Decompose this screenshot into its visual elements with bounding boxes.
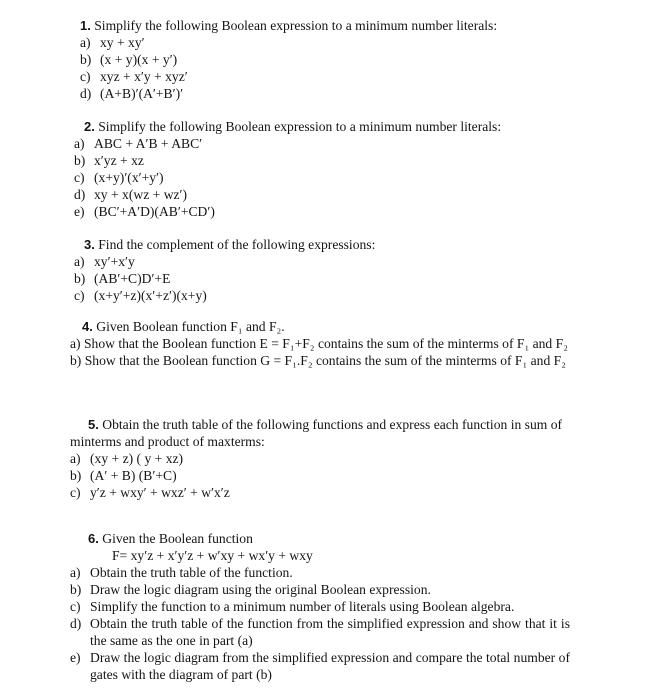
question-1-header bbox=[80, 17, 497, 34]
list-item: b) (x + y)(x + y′) bbox=[80, 52, 178, 67]
question-prompt: Find the complement of the following expressions: bbox=[98, 237, 376, 252]
list-item: a) xy′+x′y bbox=[74, 254, 135, 269]
list-item: c) (x+y)′(x′+y′) bbox=[74, 170, 164, 185]
question-3 bbox=[74, 236, 375, 304]
list-item: c) y′z + wxy′ + wxz′ + w′x′z bbox=[70, 485, 230, 500]
question-4-header bbox=[70, 318, 570, 335]
question-5 bbox=[70, 416, 570, 501]
list-item: d) (A+B)′(A′+B′)′ bbox=[80, 86, 184, 101]
list-item: c) xyz + x′y + xyz′ bbox=[80, 69, 188, 84]
question-prompt: Given Boolean function F₁ and F₂. bbox=[96, 319, 285, 334]
list-item: b) (A′ + B) (B′+C) bbox=[70, 468, 177, 483]
list-item: b) Draw the logic diagram using the original Boolean expression. bbox=[70, 582, 431, 597]
question-prompt: Simplify the following Boolean expression to a minimum number literals: bbox=[94, 18, 498, 33]
list-item: b) x′yz + xz bbox=[74, 153, 144, 168]
list-item: a) Obtain the truth table of the function. bbox=[70, 565, 293, 580]
list-item: c) Simplify the function to a minimum number of literals using Boolean algebra. bbox=[70, 599, 515, 614]
question-6-header bbox=[70, 530, 570, 547]
question-number: 6. bbox=[88, 531, 99, 546]
list-item: a) ABC + A′B + ABC′ bbox=[74, 136, 203, 151]
list-item: e) (BC′+A′D)(AB′+CD′) bbox=[74, 204, 215, 219]
question-number: 1. bbox=[80, 18, 91, 33]
list-item: a) Show that the Boolean function E = F₁+F₂ contains the sum of the minterms of F₁ and F₂ bbox=[70, 336, 568, 351]
question-prompt: Given the Boolean function bbox=[102, 531, 253, 546]
question-1 bbox=[80, 17, 497, 102]
list-item: b) Show that the Boolean function G = F₁.F₂ contains the sum of the minterms of F₁ and F₂ bbox=[70, 353, 566, 368]
question-number: 2. bbox=[84, 119, 95, 134]
question-4 bbox=[70, 318, 570, 369]
list-item: a) (xy + z) ( y + xz) bbox=[70, 451, 184, 466]
list-item: e) Draw the logic diagram from the simplified expression and compare the total number of gates with the diagram of part (b) bbox=[70, 650, 570, 682]
question-number: 3. bbox=[84, 237, 95, 252]
list-item: d) Obtain the truth table of the function from the simplified expression and show that it is the same as the one in part (a) bbox=[70, 616, 570, 648]
question-2 bbox=[74, 118, 501, 220]
question-5-header bbox=[70, 416, 570, 450]
question-3-header bbox=[74, 236, 375, 253]
question-number: 4. bbox=[82, 319, 93, 334]
question-prompt: Obtain the truth table of the following functions and express each function in sum of minterms and product of maxterms: bbox=[70, 417, 563, 449]
question-6 bbox=[70, 530, 570, 683]
question-number: 5. bbox=[88, 417, 99, 432]
question-2-header bbox=[74, 118, 501, 135]
list-item: b) (AB′+C)D′+E bbox=[74, 271, 171, 286]
list-item: a) xy + xy′ bbox=[80, 35, 145, 50]
boolean-function: F= xy′z + x′y′z + w′xy + wx′y + wxy bbox=[112, 548, 313, 563]
question-prompt: Simplify the following Boolean expression to a minimum number literals: bbox=[98, 119, 502, 134]
list-item: c) (x+y′+z)(x′+z′)(x+y) bbox=[74, 288, 207, 303]
list-item: d) xy + x(wz + wz′) bbox=[74, 187, 188, 202]
